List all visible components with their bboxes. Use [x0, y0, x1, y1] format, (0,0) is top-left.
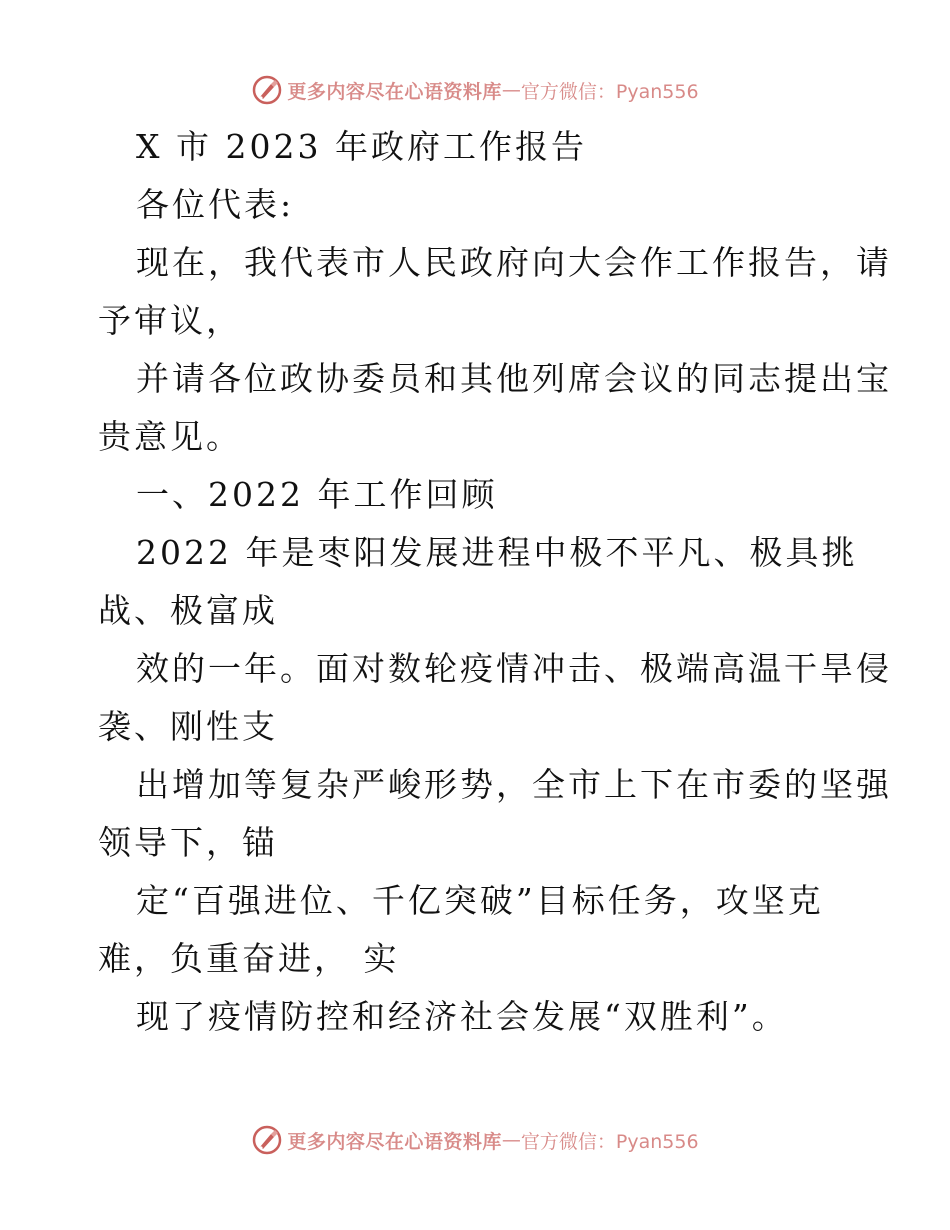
paragraph-line: 效的一年。面对数轮疫情冲击、极端高温干旱侵: [136, 649, 892, 688]
footer-watermark-banner: [0, 1120, 950, 1160]
banner-text: 更多内容尽在心语资料库: [287, 1130, 502, 1153]
pen-nib-logo-icon: [251, 1124, 283, 1156]
salutation: 各位代表:: [136, 185, 295, 224]
banner-wechat: 官方微信：Pyan556: [520, 1130, 699, 1153]
paragraph-line: 战、极富成: [98, 591, 278, 630]
section-heading: 一、2022 年工作回顾: [136, 475, 498, 514]
paragraph-line: 袭、刚性支: [98, 707, 278, 746]
document-body: [98, 118, 892, 1046]
paragraph-line: 予审议，: [98, 301, 242, 340]
paragraph-line: 定“百强进位、千亿突破”目标任务，攻坚克: [136, 881, 824, 920]
banner-separator: —: [501, 1129, 521, 1151]
banner-text: 更多内容尽在心语资料库: [287, 80, 502, 103]
banner-separator: —: [501, 79, 521, 101]
paragraph-line: 难，负重奋进， 实: [98, 939, 400, 978]
paragraph-line: 贵意见。: [98, 417, 242, 456]
document-title: X 市 2023 年政府工作报告: [136, 127, 587, 166]
header-watermark-banner: [0, 70, 950, 110]
paragraph-line: 现了疫情防控和经济社会发展“双胜利”。: [136, 997, 788, 1036]
banner-wechat: 官方微信：Pyan556: [520, 80, 699, 103]
paragraph-line: 领导下，锚: [98, 823, 278, 862]
paragraph-line: 并请各位政协委员和其他列席会议的同志提出宝: [136, 359, 892, 398]
paragraph-line: 出增加等复杂严峻形势，全市上下在市委的坚强: [136, 765, 892, 804]
paragraph-line: 现在，我代表市人民政府向大会作工作报告，请: [136, 243, 892, 282]
paragraph-line: 2022 年是枣阳发展进程中极不平凡、极具挑: [136, 533, 858, 572]
pen-nib-logo-icon: [251, 74, 283, 106]
